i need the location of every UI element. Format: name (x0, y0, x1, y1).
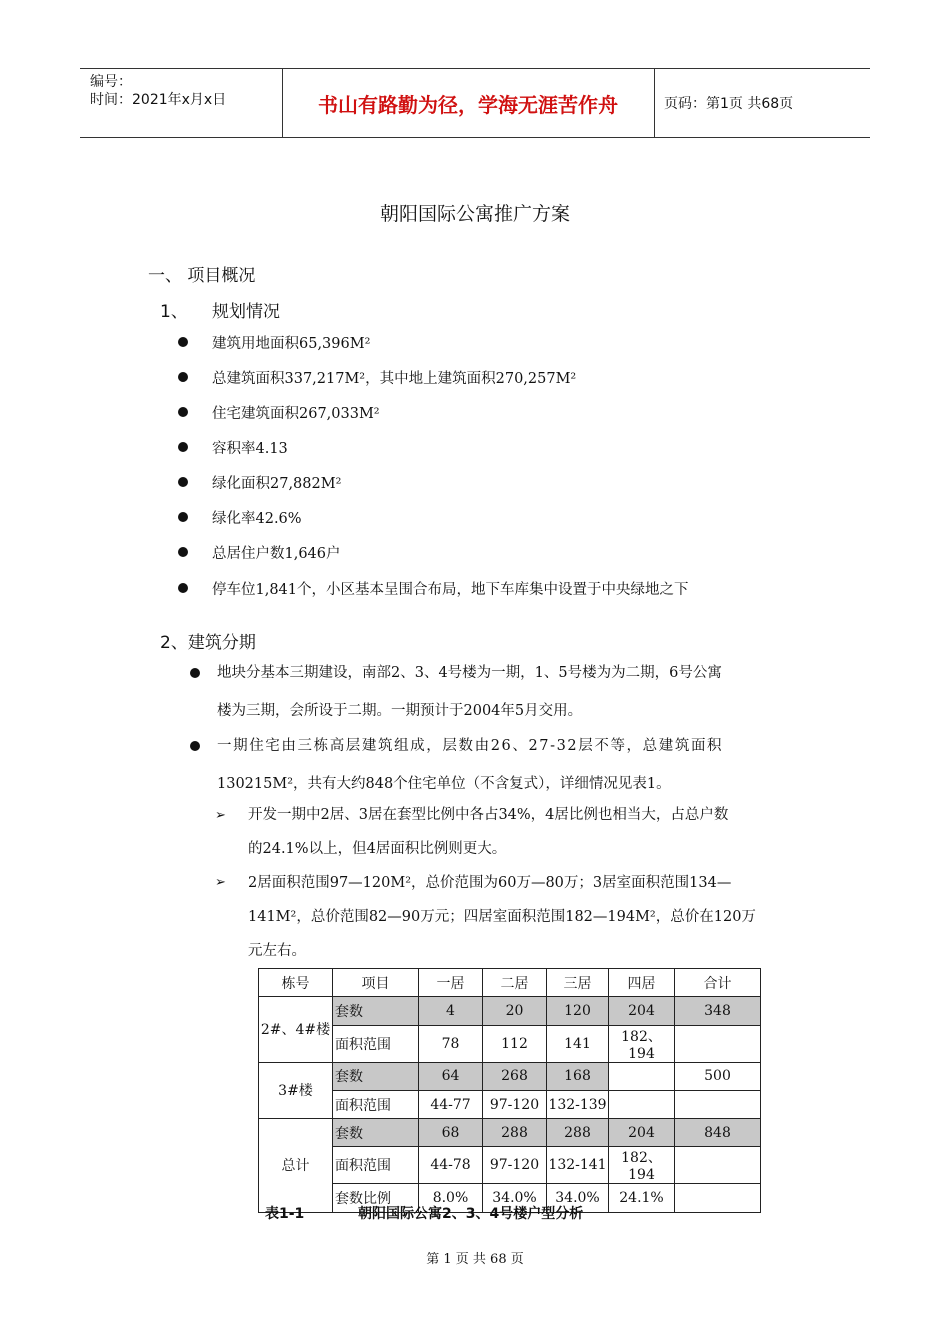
group-name-cell: 2#、4#楼 (259, 997, 333, 1062)
table-cell: 44-77 (419, 1090, 483, 1118)
table-cell: 4 (419, 997, 483, 1025)
bullet-dot-icon (178, 407, 188, 417)
bullet-dot-icon (178, 583, 188, 593)
paragraph-line: 一期住宅由三栋高层建筑组成，层数由26、27-32层不等，总建筑面积 (217, 738, 724, 754)
paragraph-line: 地块分基本三期建设，南部2、3、4号楼为一期，1、5号楼为为二期，6号公寓 (217, 665, 722, 681)
bullet-dot-icon (178, 512, 188, 522)
page-footer: 第 1 页 共 68 页 (426, 1252, 524, 1267)
table-row (259, 1147, 761, 1184)
column-header: 栋号 (259, 969, 333, 997)
table-cell: 268 (483, 1062, 547, 1090)
table-cell: 112 (483, 1025, 547, 1062)
arrow-bullet-icon: ➢ (215, 808, 226, 823)
table-cell: 500 (675, 1062, 761, 1090)
table-cell: 97-120 (483, 1147, 547, 1184)
bullet-dot-icon (178, 337, 188, 347)
table-cell: 182、194 (609, 1025, 675, 1062)
table-cell: 848 (675, 1119, 761, 1147)
subsection-1-title: 规划情况 (212, 302, 280, 322)
table-cell: 20 (483, 997, 547, 1025)
section-1-heading: 一、 项目概况 (148, 266, 256, 286)
section-2-heading: 2、建筑分期 (160, 633, 256, 653)
unit-type-table (258, 968, 761, 1213)
paragraph-line: 的24.1%以上，但4居面积比例则更大。 (248, 841, 507, 857)
table-row (259, 997, 761, 1025)
table-cell: 348 (675, 997, 761, 1025)
header-divider (654, 69, 655, 137)
paragraph-line: 141M²，总价范围82—90万元；四居室面积范围182—194M²，总价在120万 (248, 909, 756, 925)
bullet-dot-icon (178, 372, 188, 382)
paragraph-line: 楼为三期，会所设于二期。一期预计于2004年5月交用。 (217, 703, 583, 719)
arrow-bullet-icon: ➢ (215, 875, 226, 890)
bullet-dot-icon (178, 442, 188, 452)
table-cell: 120 (547, 997, 609, 1025)
item-cell: 套数 (333, 1119, 419, 1147)
table-cell: 64 (419, 1062, 483, 1090)
group-name-cell: 3#楼 (259, 1062, 333, 1119)
table-cell: 288 (483, 1119, 547, 1147)
table-cell: 34.0% (483, 1184, 547, 1212)
analysis-paragraph-1 (248, 798, 808, 866)
list-item: 停车位1,841个，小区基本呈围合布局，地下车库集中设置于中央绿地之下 (212, 582, 689, 598)
column-header: 一居 (419, 969, 483, 997)
table-caption-number: 表1-1 (265, 1206, 305, 1222)
document-title: 朝阳国际公寓推广方案 (379, 203, 570, 225)
analysis-paragraph-2 (248, 866, 813, 934)
header-number: 编号： (90, 74, 132, 90)
bullet-dot-icon (190, 741, 200, 751)
phase-paragraph-2 (217, 727, 812, 803)
table-row (259, 1062, 761, 1090)
table-header-row (259, 969, 761, 997)
table-cell (675, 1147, 761, 1184)
paragraph-line: 2居面积范围97—120M²，总价范围为60万—80万；3居室面积范围134— (248, 875, 732, 891)
table-cell (675, 1025, 761, 1062)
table-cell (675, 1184, 761, 1212)
table-cell: 168 (547, 1062, 609, 1090)
column-header: 四居 (609, 969, 675, 997)
column-header: 三居 (547, 969, 609, 997)
table-cell: 204 (609, 997, 675, 1025)
list-item: 建筑用地面积65,396M² (212, 336, 371, 352)
phase-paragraph-1 (217, 654, 807, 730)
paragraph-line: 元左右。 (248, 943, 306, 959)
column-header: 项目 (333, 969, 419, 997)
table-cell: 68 (419, 1119, 483, 1147)
list-item: 容积率4.13 (212, 441, 288, 457)
table-row (259, 1025, 761, 1062)
item-cell: 套数比例 (333, 1184, 419, 1212)
table-cell: 182、194 (609, 1147, 675, 1184)
column-header: 合计 (675, 969, 761, 997)
item-cell: 套数 (333, 1062, 419, 1090)
table-cell: 288 (547, 1119, 609, 1147)
list-item: 总居住户数1,646户 (212, 546, 341, 562)
bullet-dot-icon (178, 477, 188, 487)
table-cell: 132-141 (547, 1147, 609, 1184)
table-cell: 132-139 (547, 1090, 609, 1118)
column-header: 二居 (483, 969, 547, 997)
table-cell (675, 1090, 761, 1118)
list-item: 绿化率42.6% (212, 511, 302, 527)
table-cell: 44-78 (419, 1147, 483, 1184)
table-caption-title: 朝阳国际公寓2、3、4号楼户型分析 (358, 1206, 584, 1222)
item-cell: 面积范围 (333, 1147, 419, 1184)
list-item: 绿化面积27,882M² (212, 476, 342, 492)
table-cell (609, 1062, 675, 1090)
subsection-1-number: 1、 (160, 302, 188, 322)
table-cell: 24.1% (609, 1184, 675, 1212)
item-cell: 面积范围 (333, 1090, 419, 1118)
page-header (80, 68, 870, 138)
list-item: 总建筑面积337,217M²，其中地上建筑面积270,257M² (212, 371, 577, 387)
group-name-cell: 总计 (259, 1119, 333, 1213)
header-time: 时间：2021年x月x日 (90, 92, 227, 108)
table-cell: 141 (547, 1025, 609, 1062)
table-cell: 34.0% (547, 1184, 609, 1212)
table-row (259, 1119, 761, 1147)
item-cell: 面积范围 (333, 1025, 419, 1062)
list-item: 住宅建筑面积267,033M² (212, 406, 380, 422)
table-cell: 78 (419, 1025, 483, 1062)
table-cell: 204 (609, 1119, 675, 1147)
header-motto: 书山有路勤为径，学海无涯苦作舟 (318, 92, 618, 117)
paragraph-line: 130215M²，共有大约848个住宅单位（不含复式），详细情况见表1。 (217, 776, 671, 792)
item-cell: 套数 (333, 997, 419, 1025)
table-cell: 97-120 (483, 1090, 547, 1118)
header-meta (90, 73, 226, 109)
table-cell: 8.0% (419, 1184, 483, 1212)
bullet-dot-icon (178, 547, 188, 557)
paragraph-line: 开发一期中2居、3居在套型比例中各占34%，4居比例也相当大，占总户数 (248, 807, 729, 823)
table-cell (609, 1090, 675, 1118)
header-page-code: 页码：第1页 共68页 (664, 96, 794, 112)
table-row (259, 1090, 761, 1118)
bullet-dot-icon (190, 668, 200, 678)
